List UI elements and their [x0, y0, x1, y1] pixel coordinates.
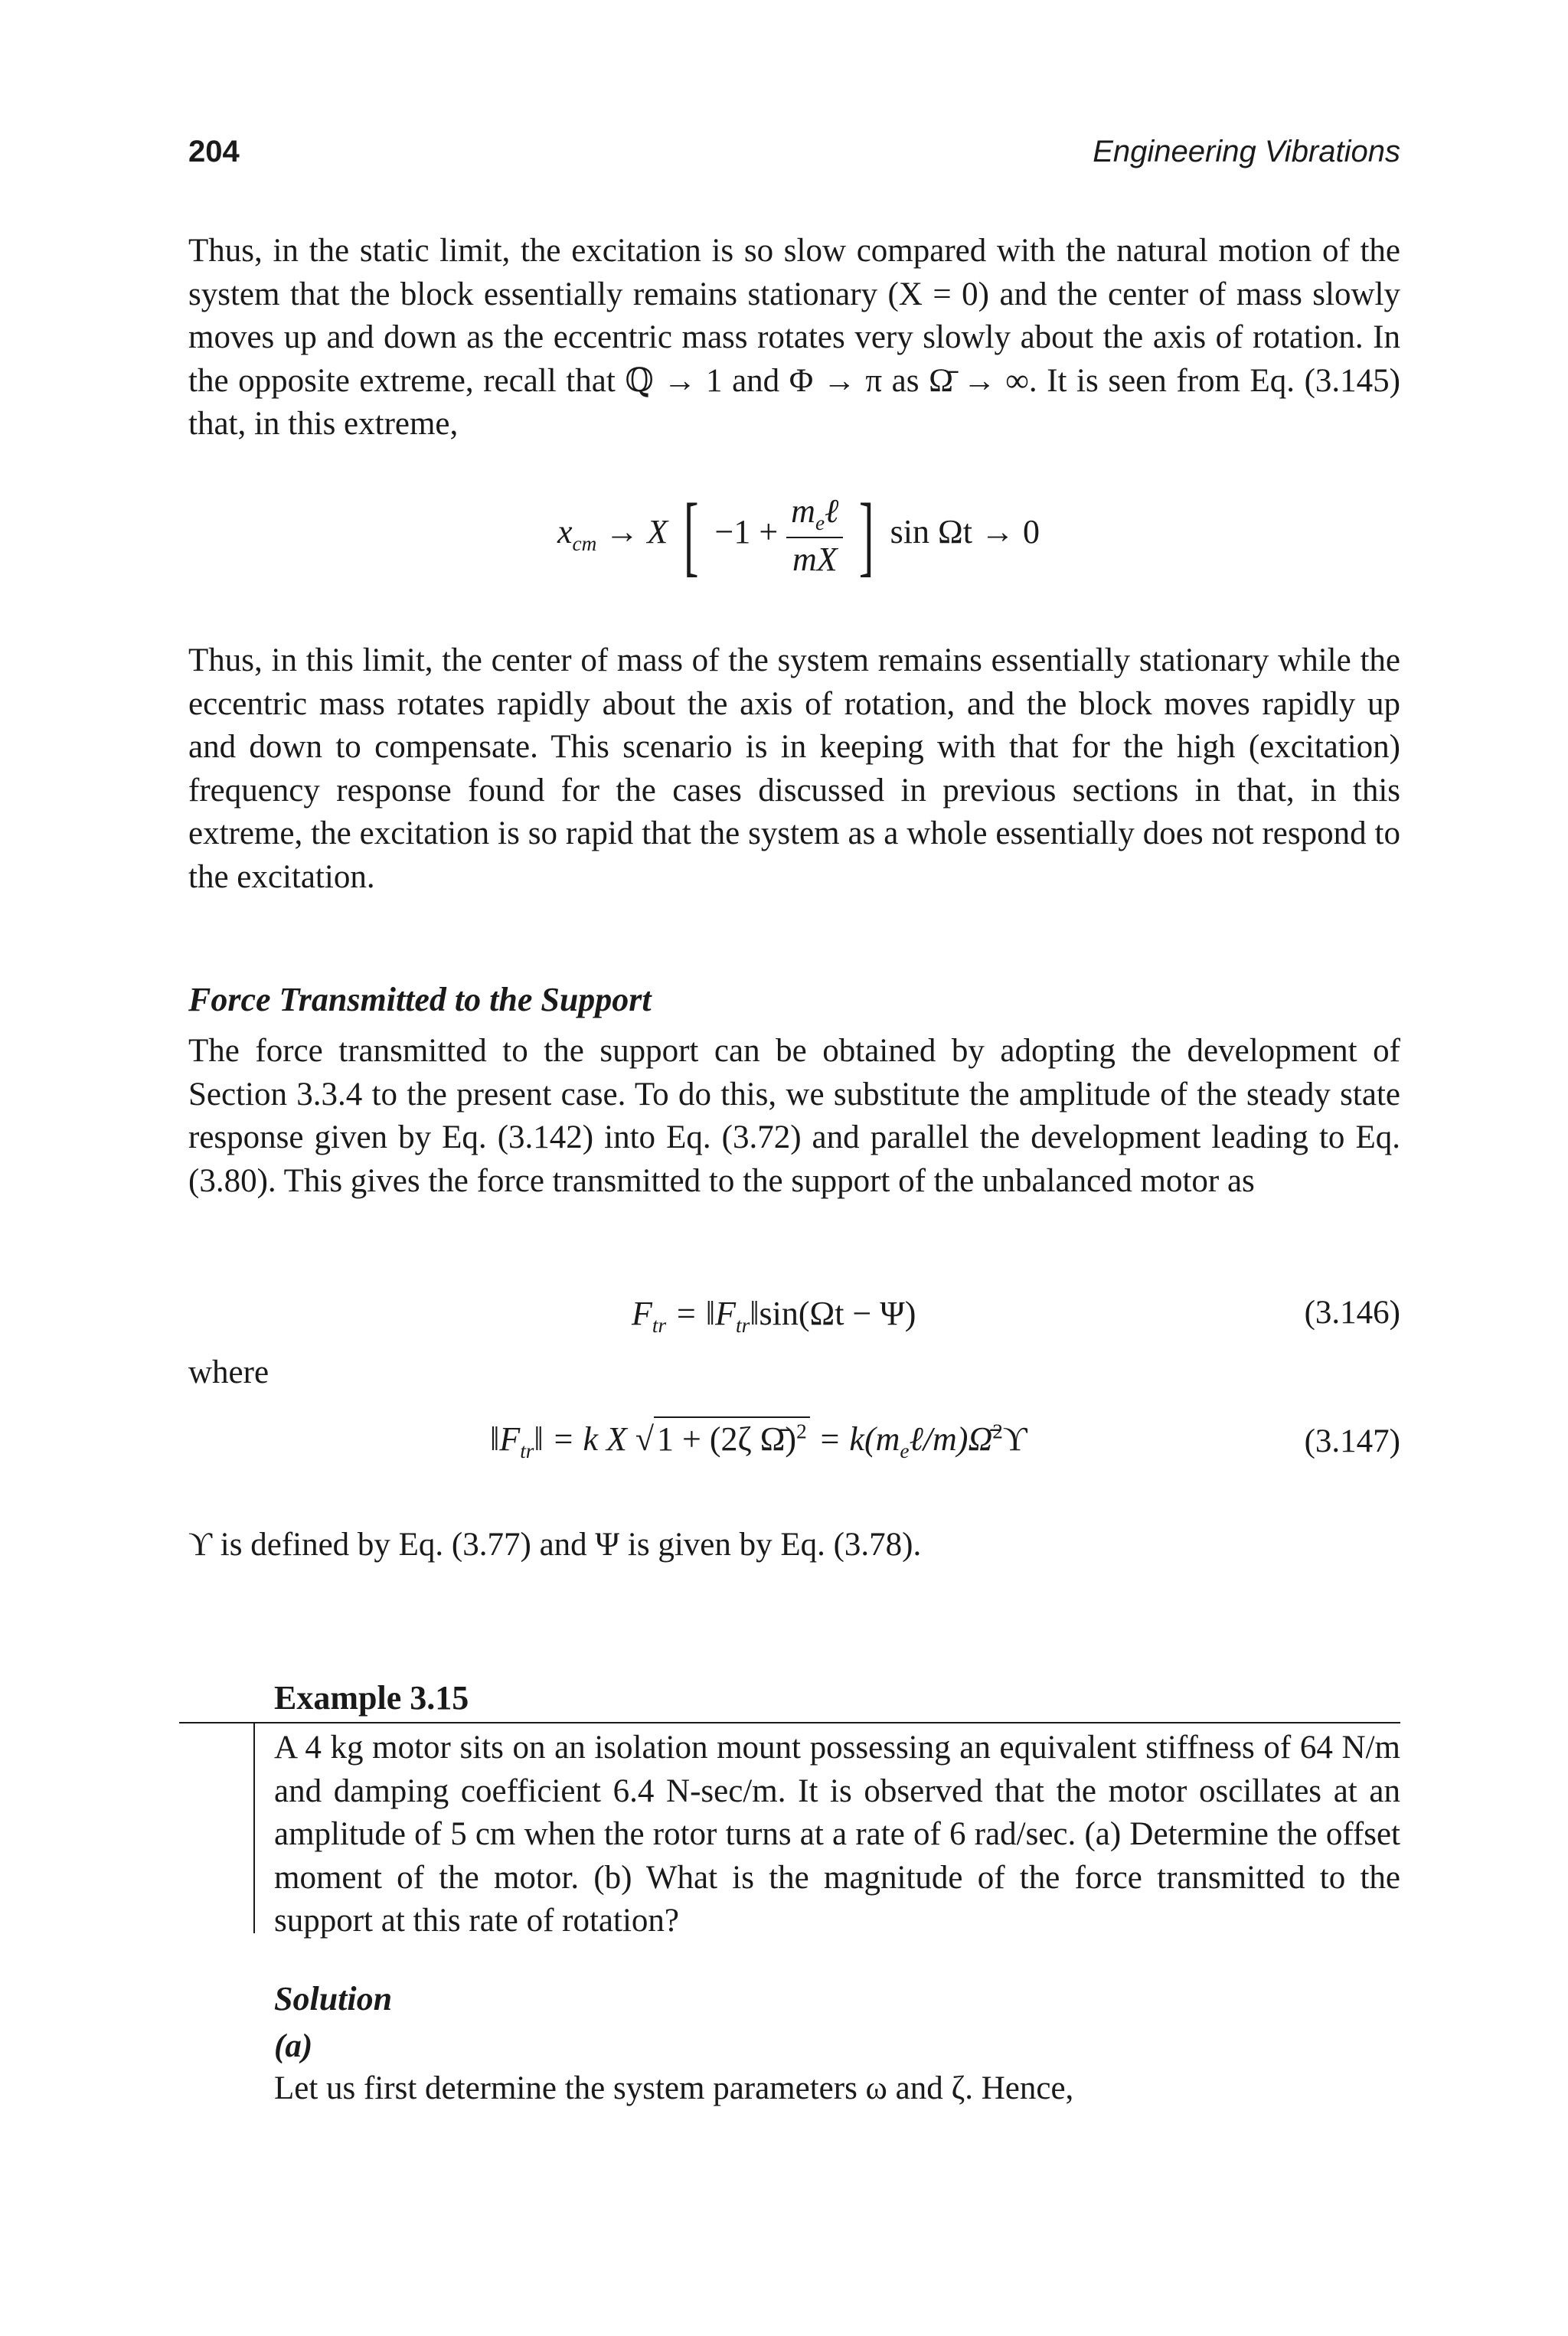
equation-xcm-limit: $x_{cm} \to X$ [ −1 + $\frac{m_e\ell}{mX}$ ] sin Ωt → 0 [557, 485, 1040, 585]
paragraph-high-frequency-limit: Thus, in this limit, the center of mass of the system remains essentially stationary while the eccentric mass rotates rapidly about the axis of rotation, and the block moves rapidly up and down to compensate. This scenario is in keeping with that for the high (excitation) frequency response found for the cases discussed in previous sections in that, in this extreme, the excitation is so rapid that the system as a whole essentially does not respond to the excitation. [188, 642, 1400, 895]
example-top-rule [179, 1722, 1400, 1723]
paragraph-definitions: ϒ is defined by Eq. (3.77) and Ψ is given by Eq. (3.78). [188, 1527, 922, 1563]
page-number: 204 [188, 135, 240, 168]
equation-3-147: $‖F_{tr}‖ = k$ X √1 + (2ζ Ω̄)$^2$ = $k(m_e\ell/m)\Omegā^2ϒ$ [490, 1416, 1027, 1463]
running-title: Engineering Vibrations [1093, 135, 1400, 168]
solution-part-a-label: (a) [274, 2028, 313, 2064]
section-heading: Force Transmitted to the Support [188, 981, 652, 1018]
paragraph-static-limit: Thus, in the static limit, the excitation is so slow compared with the natural motion of the system that the block essentially remains stationary (X = 0) and the center of mass slowly moves up and down as the eccentric mass rotates very slowly about the axis of rotation. In the opposite extreme, recall that ℚ → 1 and Φ → π as Ω̄ → ∞. It is seen from Eq. (3.145) that, in this extreme, [188, 233, 1400, 442]
where-label: where [188, 1354, 270, 1390]
solution-text: Let us first determine the system parameters ω and ζ. Hence, [274, 2070, 1074, 2106]
page-header [188, 135, 1400, 178]
equation-number-3-147: (3.147) [1304, 1423, 1400, 1459]
equation-number-3-146: (3.146) [1304, 1295, 1400, 1331]
paragraph-force-transmitted: The force transmitted to the support can be obtained by adopting the development of Section 3.3.4 to the present case. To do this, we substitute the amplitude of the steady state response given by Eq. (3.142) into Eq. (3.72) and parallel the development leading to Eq. (3.80). This gives the force transmitted to the support of the unbalanced motor as [188, 1033, 1400, 1199]
example-side-rule [253, 1723, 255, 1933]
solution-heading: Solution [274, 1980, 393, 2017]
equation-3-146: $F_{tr}$ = $‖F_{tr}‖\sin(\Omega t - \Psi)$ [632, 1295, 916, 1337]
example-statement: A 4 kg motor sits on an isolation mount possessing an equivalent stiffness of 64 N/m and damping coefficient 6.4 N-sec/m. It is observed that the motor oscillates at an amplitude of 5 cm when the rotor turns at a rate of 6 rad/sec. (a) Determine the offset moment of the motor. (b) What is the magnitude of the force transmitted to the support at this rate of rotation? [274, 1730, 1400, 1939]
example-title: Example 3.15 [274, 1679, 469, 1717]
